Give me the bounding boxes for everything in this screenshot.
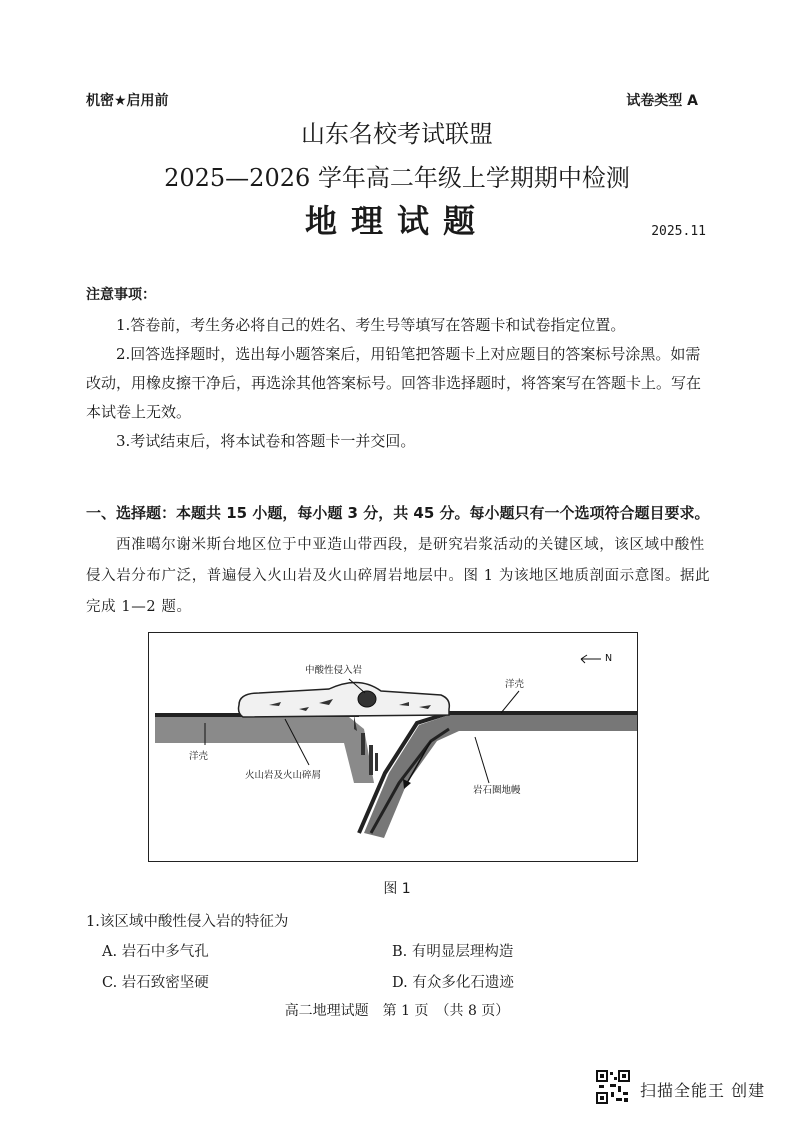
qr-code-icon — [596, 1070, 630, 1104]
alliance-title: 山东名校考试联盟 — [301, 120, 493, 148]
label-intrusive: 中酸性侵入岩 — [305, 665, 363, 676]
exam-title: 2025—2026 学年高二年级上学期期中检测 — [164, 164, 630, 192]
subject-title: 地理试题 — [304, 202, 489, 240]
geologic-section-diagram — [149, 633, 637, 861]
option-d[interactable]: D. 有众多化石遗迹 — [392, 975, 514, 991]
geologic-section-figure — [148, 632, 638, 862]
exam-date: 2025.11 — [651, 224, 706, 239]
leader-mantle — [475, 737, 489, 783]
dike — [361, 733, 365, 755]
option-b[interactable]: B. 有明显层理构造 — [392, 944, 514, 960]
scanner-watermark: 扫描全能王 创建 — [640, 1081, 766, 1100]
note-item-3: 3.考试结束后，将本试卷和答题卡一并交回。 — [116, 432, 416, 450]
confidential-label: 机密★启用前 — [86, 93, 169, 109]
note-item-1: 1.答卷前，考生务必将自己的姓名、考生号等填写在答题卡和试卷指定位置。 — [116, 316, 626, 334]
figure-caption: 图 1 — [383, 881, 411, 897]
note-item-2: 2.回答选择题时，选出每小题答案后，用铅笔把答题卡上对应题目的答案标号涂黑。如需改动，用橡皮擦干净后，再选涂其他答案标号。回答非选择题时，将答案写在答题卡上。写在本试卷上无效。 — [86, 345, 702, 421]
label-ocean-right: 洋壳 — [505, 679, 525, 690]
option-c[interactable]: C. 岩石致密坚硬 — [102, 975, 209, 991]
question-1-stem: 1.该区域中酸性侵入岩的特征为 — [86, 914, 289, 930]
question-intro: 西准噶尔谢米斯台地区位于中亚造山带西段，是研究岩浆活动的关键区域，该区域中酸性侵入岩分布广泛，普遍侵入火山岩及火山碎屑岩地层中。图 1 为该地区地质剖面示意图。据此完成 1—2 题。 — [86, 537, 711, 615]
label-ocean-left: 洋壳 — [189, 751, 209, 762]
dike — [369, 745, 373, 775]
magma-blob — [358, 691, 376, 707]
leader-ocean-right — [501, 691, 519, 713]
paper-type-label: 试卷类型 A — [626, 93, 698, 109]
option-a[interactable]: A. 岩石中多气孔 — [102, 944, 209, 960]
label-volcanic: 火山岩及火山碎屑 — [245, 770, 322, 781]
notes-heading: 注意事项： — [86, 287, 156, 303]
section-heading: 一、选择题：本题共 15 小题，每小题 3 分，共 45 分。每小题只有一个选项符合题目要求。 — [86, 504, 710, 522]
fragment — [354, 715, 357, 731]
intrusive-body — [239, 682, 450, 717]
label-mantle: 岩石圈地幔 — [473, 785, 521, 796]
page-footer: 高二地理试题 第 1 页 （共 8 页） — [284, 1003, 510, 1019]
dike — [375, 753, 378, 771]
label-north: N — [605, 653, 613, 664]
